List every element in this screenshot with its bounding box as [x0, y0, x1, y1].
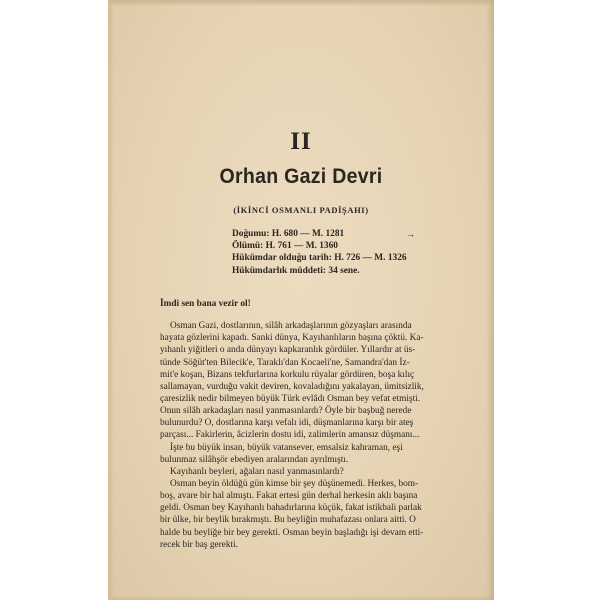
text-line: halde bu beyliğe bir bey gerekti. Osman beyin başladığı işi devam etti- — [160, 527, 424, 538]
ruler-facts — [232, 228, 482, 277]
text-line: sallamayan, vurduğu vakit deviren, kovaladığını yakalayan, ümitsizlik, — [160, 381, 424, 392]
page-left-edge — [108, 0, 113, 600]
text-line: bulunurdu? O, dostlarına karşı vefalı idi, düşmanlarına karşı bir ateş — [160, 418, 414, 429]
chapter-number: II — [290, 128, 312, 155]
section-heading: İmdi sen bana vezir ol! — [160, 299, 251, 309]
fact-death: Ölümü: H. 761 — M. 1360 — [232, 241, 338, 252]
text-line: parçası... Fakirlerin, âcizlerin dostu idi, zalimlerin amansız düşmanı... — [160, 430, 420, 441]
book-page — [108, 0, 494, 600]
paragraph-3 — [160, 466, 478, 478]
fact-birth-text: Doğumu: H. 680 — M. 1281 — [232, 229, 345, 239]
text-line: boş, avare bir hal almıştı. Fakat ertesi gün derhal herkesin aklı başına — [160, 491, 418, 502]
text-line: bir ülke, bir beylik bırakmıştı. Bu beyliğin muhafazası onlara aitti. O — [160, 515, 416, 526]
text-line: yıhanlı yiğitleri o anda dünyayı kapkaranlık gördüler. Yıllardır at üs- — [160, 345, 416, 356]
text-line: bulunmaz silâhşör ebediyen aralarından ayrılmıştı. — [160, 454, 349, 465]
text-line: Osman Gazi, dostlarının, silâh arkadaşlarının gözyaşları arasında — [170, 321, 412, 332]
text-line: Kayıhanlı beyleri, ağaları nasıl yanmasınlardı? — [170, 466, 344, 477]
chapter-title: Orhan Gazi Devri — [219, 165, 383, 188]
paragraph-4 — [160, 478, 478, 551]
text-line: tünde Söğüt'ten Bilecik'e, Taraklı'dan Kocaeli'ne, Samandra'dan İz- — [160, 357, 410, 368]
page-top-edge — [108, 0, 494, 6]
text-line: Onun silâh arkadaşları nasıl yanmasınlardı? Öyle bir başbuğ nerede — [160, 406, 412, 417]
fact-birth — [232, 228, 482, 240]
fact-reign-duration: Hükümdarlık müddeti: 34 sene. — [232, 265, 360, 276]
chapter-subtitle: (İKİNCİ OSMANLI PADİŞAHI) — [233, 205, 369, 215]
arrow-mark: → — [406, 229, 415, 239]
body-text — [160, 298, 478, 551]
text-line: geldi. Osman bey Kayıhanlı bahadırlarına küçük, fakat istikbali parlak — [160, 503, 422, 514]
page-right-shade — [486, 0, 494, 600]
text-line: Osman beyin öldüğü gün kimse bir şey düşünemedi. Herkes, bom- — [170, 478, 419, 489]
fact-reign-start: Hükümdar olduğu tarih: H. 726 — M. 1326 — [232, 253, 407, 264]
paragraph-1 — [160, 320, 478, 441]
text-line: İşte bu büyük insan, büyük vatansever, emsalsiz kahraman, eşi — [170, 442, 403, 453]
text-line: hayata gözlerini kapadı. Sanki dünya, Kayıhanlıların başına çöktü. Ka- — [160, 333, 424, 344]
text-line: çaresizlik nedir bilmeyen büyük Türk evlâdı Osman bey vefat etmişti. — [160, 393, 421, 404]
text-line: mit'e koşan, Bizans tekfurlarına korkulu rüyalar gördüren, boşa kılıç — [160, 369, 415, 380]
paragraph-2 — [160, 442, 478, 466]
text-line: recek bir baş gerekti. — [160, 539, 238, 550]
